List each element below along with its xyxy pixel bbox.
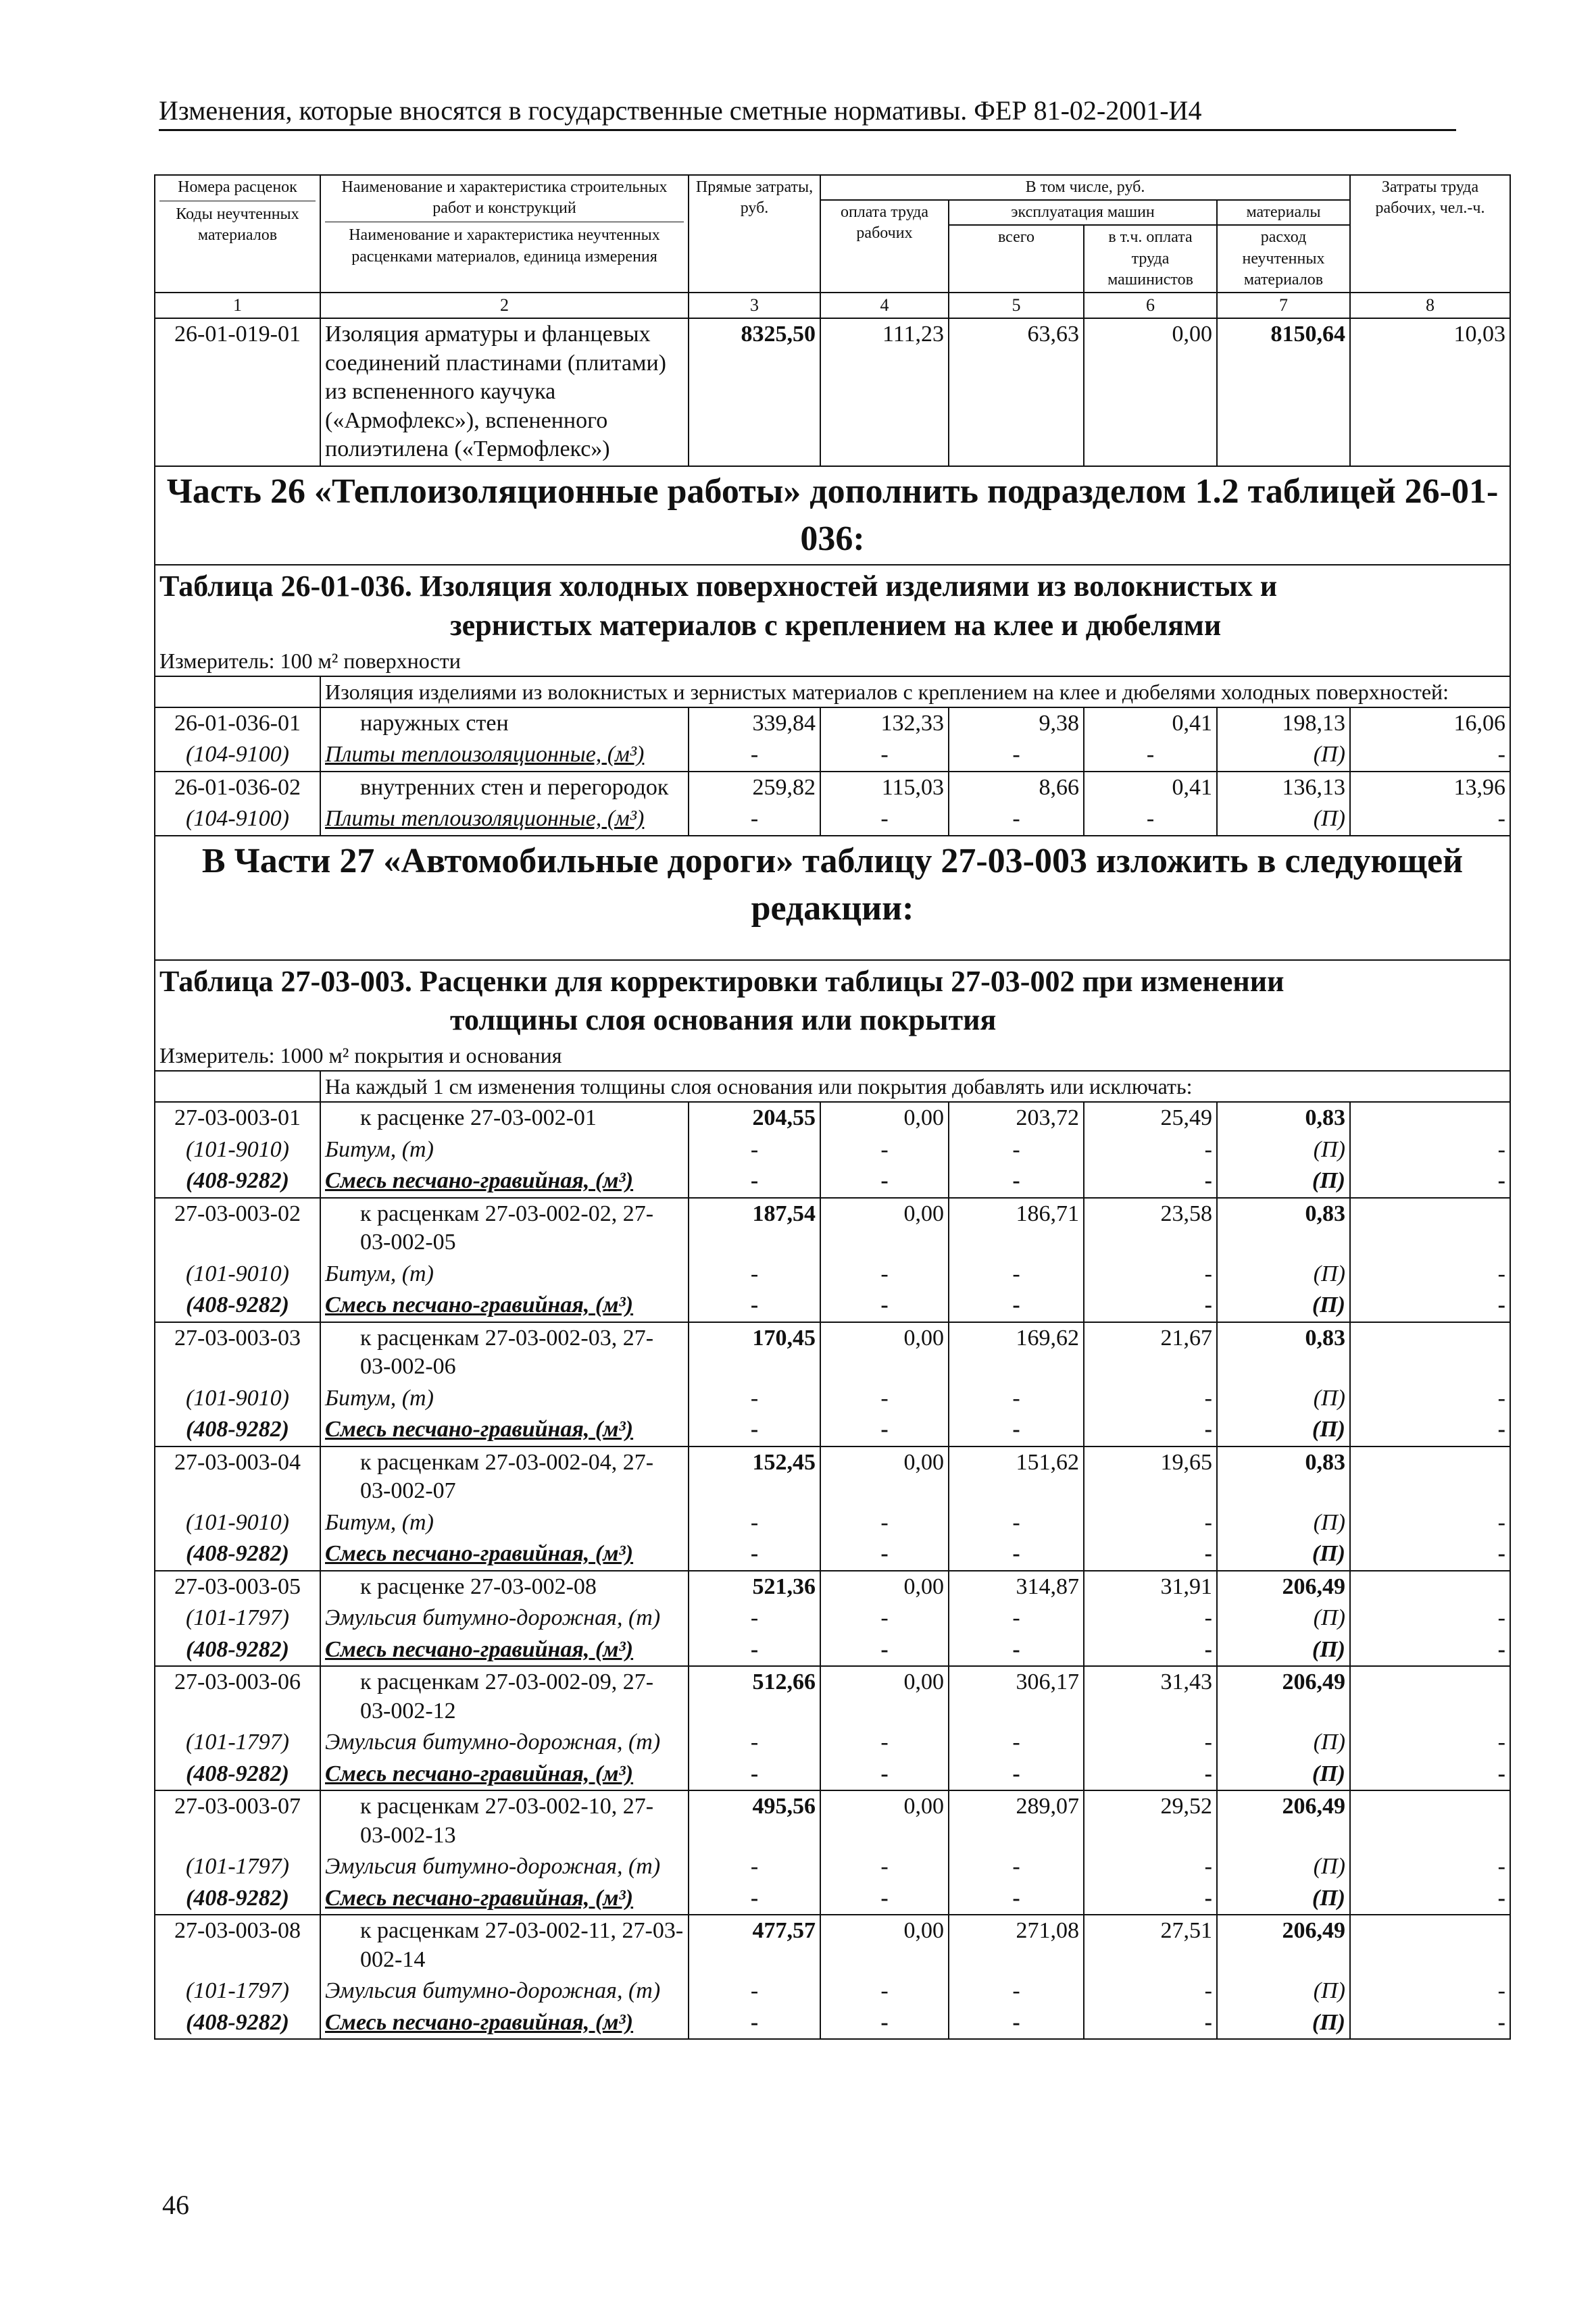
labor-hours xyxy=(1350,1790,1510,1851)
machines-total: 289,07 xyxy=(949,1790,1084,1851)
rate-code: 27-03-003-08 xyxy=(155,1915,320,1976)
material-code: (408-9282) xyxy=(155,1414,320,1447)
material-row: (408-9282) Смесь песчано-гравийная, (м³) - - - - (П) - xyxy=(155,1759,1510,1791)
material-name: Смесь песчано-гравийная, (м³) xyxy=(320,1414,689,1447)
col4-header: оплата труда рабочих xyxy=(820,200,949,293)
machines-total: 314,87 xyxy=(949,1571,1084,1603)
incl-header: В том числе, руб. xyxy=(820,175,1350,200)
col2-header-bottom: Наименование и характеристика неучтенных расценками материалов, единица измерения xyxy=(349,226,660,266)
labor-hours xyxy=(1350,1571,1510,1603)
col3-header: Прямые затраты, руб. xyxy=(689,175,820,293)
material-code: (408-9282) xyxy=(155,1883,320,1915)
labor-pay: 0,00 xyxy=(820,1322,949,1383)
rates-table xyxy=(154,174,1511,2040)
machinist-pay: 31,91 xyxy=(1084,1571,1217,1603)
table-row xyxy=(155,1790,1510,1851)
material-code: (408-9282) xyxy=(155,2007,320,2040)
table-row: 26-01-036-01 наружных стен 339,84 132,33 9,38 0,41 198,13 16,06 xyxy=(155,707,1510,740)
materials-header: материалы xyxy=(1217,200,1350,225)
machinist-pay: 29,52 xyxy=(1084,1790,1217,1851)
rate-name: к расценке 27-03-002-08 xyxy=(320,1571,689,1603)
material-name: Смесь песчано-гравийная, (м³) xyxy=(320,1290,689,1322)
materials-cost: 0,83 xyxy=(1217,1198,1350,1259)
material-code: (101-9010) xyxy=(155,1383,320,1415)
machines-total: 151,62 xyxy=(949,1447,1084,1507)
rate-code: 27-03-003-06 xyxy=(155,1666,320,1727)
table-27-03-003-title: Таблица 27-03-003. Расценки для корректировки таблицы 27-03-002 при изменении толщины слоя основания или покрытия xyxy=(155,960,1510,1040)
rate-name: к расценкам 27-03-002-09, 27-03-002-12 xyxy=(320,1666,689,1727)
rate-name: к расценкам 27-03-002-03, 27-03-002-06 xyxy=(320,1322,689,1383)
meter-27: Измеритель: 1000 м² покрытия и основания xyxy=(155,1040,1510,1071)
direct-cost: 521,36 xyxy=(689,1571,820,1603)
materials-cost: 206,49 xyxy=(1217,1666,1350,1727)
table-26-01-036-title: Таблица 26-01-036. Изоляция холодных поверхностей изделиями из волокнистых и зернистых материалов с креплением на клее и дюбелями xyxy=(155,565,1510,645)
direct-cost: 495,56 xyxy=(689,1790,820,1851)
page-number: 46 xyxy=(162,2190,189,2220)
table-row xyxy=(155,1571,1510,1603)
material-name: Эмульсия битумно-дорожная, (т) xyxy=(320,1603,689,1634)
material-code: (408-9282) xyxy=(155,1538,320,1571)
material-name: Смесь песчано-гравийная, (м³) xyxy=(320,1538,689,1571)
material-name: Эмульсия битумно-дорожная, (т) xyxy=(320,1851,689,1883)
machines-total: 271,08 xyxy=(949,1915,1084,1976)
material-name: Смесь песчано-гравийная, (м³) xyxy=(320,1883,689,1915)
rate-code: 27-03-003-05 xyxy=(155,1571,320,1603)
rate-name: к расценкам 27-03-002-02, 27-03-002-05 xyxy=(320,1198,689,1259)
labor-hours xyxy=(1350,1198,1510,1259)
machinist-pay: 19,65 xyxy=(1084,1447,1217,1507)
labor-pay: 0,00 xyxy=(820,1447,949,1507)
direct-cost: 152,45 xyxy=(689,1447,820,1507)
material-name: Эмульсия битумно-дорожная, (т) xyxy=(320,1727,689,1759)
material-row: (101-1797) Эмульсия битумно-дорожная, (т) - - - - (П) - xyxy=(155,1727,1510,1759)
column-numbers-row: 1 2 3 4 5 6 7 8 xyxy=(155,293,1510,319)
rate-code: 27-03-003-04 xyxy=(155,1447,320,1507)
labor-hours xyxy=(1350,1666,1510,1727)
desc-26: Изоляция изделиями из волокнистых и зернистых материалов с креплением на клее и дюбелями холодных поверхностей: xyxy=(320,676,1510,707)
labor-pay: 0,00 xyxy=(820,1666,949,1727)
table-row xyxy=(155,1915,1510,1976)
labor-pay: 0,00 xyxy=(820,1198,949,1259)
material-code: (101-9010) xyxy=(155,1134,320,1166)
part26-title: Часть 26 «Теплоизоляционные работы» дополнить подразделом 1.2 таблицей 26-01-036: xyxy=(155,466,1510,565)
table-row xyxy=(155,1102,1510,1134)
materials-cost: 206,49 xyxy=(1217,1915,1350,1976)
rate-name: к расценкам 27-03-002-10, 27-03-002-13 xyxy=(320,1790,689,1851)
labor-pay: 0,00 xyxy=(820,1102,949,1134)
material-row: (101-1797) Эмульсия битумно-дорожная, (т) - - - - (П) - xyxy=(155,1603,1510,1634)
material-name: Смесь песчано-гравийная, (м³) xyxy=(320,1759,689,1791)
desc-27: На каждый 1 см изменения толщины слоя основания или покрытия добавлять или исключать: xyxy=(320,1071,1510,1102)
material-row: (408-9282) Смесь песчано-гравийная, (м³) - - - - (П) - xyxy=(155,1290,1510,1322)
rate-code: 27-03-003-07 xyxy=(155,1790,320,1851)
part27-section xyxy=(155,836,1510,960)
part27-title: В Части 27 «Автомобильные дороги» таблицу 27-03-003 изложить в следующей редакции: xyxy=(155,836,1510,960)
rate-code: 27-03-003-03 xyxy=(155,1322,320,1383)
material-name: Смесь песчано-гравийная, (м³) xyxy=(320,1634,689,1667)
part26-section xyxy=(155,466,1510,565)
table-row xyxy=(155,1322,1510,1383)
material-row: (408-9282) Смесь песчано-гравийная, (м³) - - - - (П) - xyxy=(155,2007,1510,2040)
material-name: Битум, (т) xyxy=(320,1507,689,1539)
material-row: (408-9282) Смесь песчано-гравийная, (м³) - - - - (П) - xyxy=(155,1165,1510,1198)
labor-pay: 0,00 xyxy=(820,1915,949,1976)
labor-hours xyxy=(1350,1447,1510,1507)
material-row: (408-9282) Смесь песчано-гравийная, (м³) - - - - (П) - xyxy=(155,1634,1510,1667)
material-name: Битум, (т) xyxy=(320,1134,689,1166)
material-row: (408-9282) Смесь песчано-гравийная, (м³) - - - - (П) - xyxy=(155,1883,1510,1915)
direct-cost: 477,57 xyxy=(689,1915,820,1976)
rate-code: 27-03-003-02 xyxy=(155,1198,320,1259)
machinist-pay: 21,67 xyxy=(1084,1322,1217,1383)
labor-hours xyxy=(1350,1322,1510,1383)
direct-cost: 204,55 xyxy=(689,1102,820,1134)
materials-cost: 206,49 xyxy=(1217,1790,1350,1851)
material-row: (408-9282) Смесь песчано-гравийная, (м³) - - - - (П) - xyxy=(155,1414,1510,1447)
material-row: (101-9010) Битум, (т) - - - - (П) - xyxy=(155,1134,1510,1166)
machines-total: 186,71 xyxy=(949,1198,1084,1259)
labor-pay: 0,00 xyxy=(820,1790,949,1851)
material-row: (101-9010) Битум, (т) - - - - (П) - xyxy=(155,1383,1510,1415)
material-row: (101-9010) Битум, (т) - - - - (П) - xyxy=(155,1507,1510,1539)
machinist-pay: 25,49 xyxy=(1084,1102,1217,1134)
machinist-pay: 23,58 xyxy=(1084,1198,1217,1259)
material-row: (101-9010) Битум, (т) - - - - (П) - xyxy=(155,1259,1510,1290)
machinist-pay: 27,51 xyxy=(1084,1915,1217,1976)
rate-name: к расценке 27-03-002-01 xyxy=(320,1102,689,1134)
direct-cost: 170,45 xyxy=(689,1322,820,1383)
material-code: (408-9282) xyxy=(155,1634,320,1667)
col2-header-top: Наименование и характеристика строительных работ и конструкций xyxy=(325,177,684,222)
table-row xyxy=(155,1447,1510,1507)
material-code: (101-1797) xyxy=(155,1603,320,1634)
materials-cost: 206,49 xyxy=(1217,1571,1350,1603)
material-code: (101-9010) xyxy=(155,1259,320,1290)
direct-cost: 187,54 xyxy=(689,1198,820,1259)
labor-hours xyxy=(1350,1915,1510,1976)
meter-26: Измеритель: 100 м² поверхности xyxy=(155,646,1510,676)
materials-cost: 0,83 xyxy=(1217,1322,1350,1383)
header-row xyxy=(155,175,1510,200)
rate-name: к расценкам 27-03-002-04, 27-03-002-07 xyxy=(320,1447,689,1507)
table-row xyxy=(155,1666,1510,1727)
rate-name: Изоляция арматуры и фланцевых соединений пластинами (плитами) из вспененного каучука («Армофлекс»), вспененного полиэтилена («Термофлекс») xyxy=(320,318,689,466)
col1-header-top: Номера расценок xyxy=(159,177,316,201)
material-row: (408-9282) Смесь песчано-гравийная, (м³) - - - - (П) - xyxy=(155,1538,1510,1571)
material-code: (101-1797) xyxy=(155,1851,320,1883)
materials-cost: 0,83 xyxy=(1217,1447,1350,1507)
rate-code: 26-01-019-01 xyxy=(155,318,320,466)
material-row: (101-1797) Эмульсия битумно-дорожная, (т) - - - - (П) - xyxy=(155,1851,1510,1883)
col5-header: всего xyxy=(949,225,1084,293)
rate-name: к расценкам 27-03-002-11, 27-03-002-14 xyxy=(320,1915,689,1976)
material-code: (408-9282) xyxy=(155,1759,320,1791)
machines-header: эксплуатация машин xyxy=(949,200,1217,225)
col1-header xyxy=(155,175,320,293)
material-name: Битум, (т) xyxy=(320,1383,689,1415)
table-27-rows xyxy=(155,1102,1510,2039)
col7-header: расход неучтенных материалов xyxy=(1217,225,1350,293)
rate-code: 27-03-003-01 xyxy=(155,1102,320,1134)
material-row: (104-9100) Плиты теплоизоляционные, (м³) - - - - (П) - xyxy=(155,739,1510,772)
material-row: (104-9100) Плиты теплоизоляционные, (м³) - - - - (П) - xyxy=(155,803,1510,836)
material-name: Эмульсия битумно-дорожная, (т) xyxy=(320,1976,689,2007)
material-code: (408-9282) xyxy=(155,1290,320,1322)
labor-hours xyxy=(1350,1102,1510,1134)
material-code: (101-9010) xyxy=(155,1507,320,1539)
machines-total: 306,17 xyxy=(949,1666,1084,1727)
col2-header xyxy=(320,175,689,293)
table-row: 26-01-019-01 Изоляция арматуры и фланцевых соединений пластинами (плитами) из вспененного каучука («Армофлекс»), вспененного полиэтилена («Термофлекс») 8325,50 111,23 63,63 0,00 8150,64 10,03 xyxy=(155,318,1510,466)
table-row: 26-01-036-02 внутренних стен и перегородок 259,82 115,03 8,66 0,41 136,13 13,96 xyxy=(155,772,1510,804)
col6-header: в т.ч. оплата труда машинистов xyxy=(1084,225,1217,293)
material-code: (101-1797) xyxy=(155,1727,320,1759)
machines-total: 169,62 xyxy=(949,1322,1084,1383)
material-row: (101-1797) Эмульсия битумно-дорожная, (т) - - - - (П) - xyxy=(155,1976,1510,2007)
material-code: (408-9282) xyxy=(155,1165,320,1198)
machinist-pay: 31,43 xyxy=(1084,1666,1217,1727)
direct-cost: 512,66 xyxy=(689,1666,820,1727)
labor-pay: 0,00 xyxy=(820,1571,949,1603)
col8-header: Затраты труда рабочих, чел.-ч. xyxy=(1350,175,1510,293)
material-name: Смесь песчано-гравийная, (м³) xyxy=(320,2007,689,2040)
machines-total: 203,72 xyxy=(949,1102,1084,1134)
table-row xyxy=(155,1198,1510,1259)
material-name: Смесь песчано-гравийная, (м³) xyxy=(320,1165,689,1198)
material-code: (101-1797) xyxy=(155,1976,320,2007)
material-name: Битум, (т) xyxy=(320,1259,689,1290)
page-header: Изменения, которые вносятся в государственные сметные нормативы. ФЕР 81-02-2001-И4 xyxy=(159,95,1456,131)
materials-cost: 0,83 xyxy=(1217,1102,1350,1134)
col1-header-bottom: Коды неучтенных материалов xyxy=(176,205,299,245)
